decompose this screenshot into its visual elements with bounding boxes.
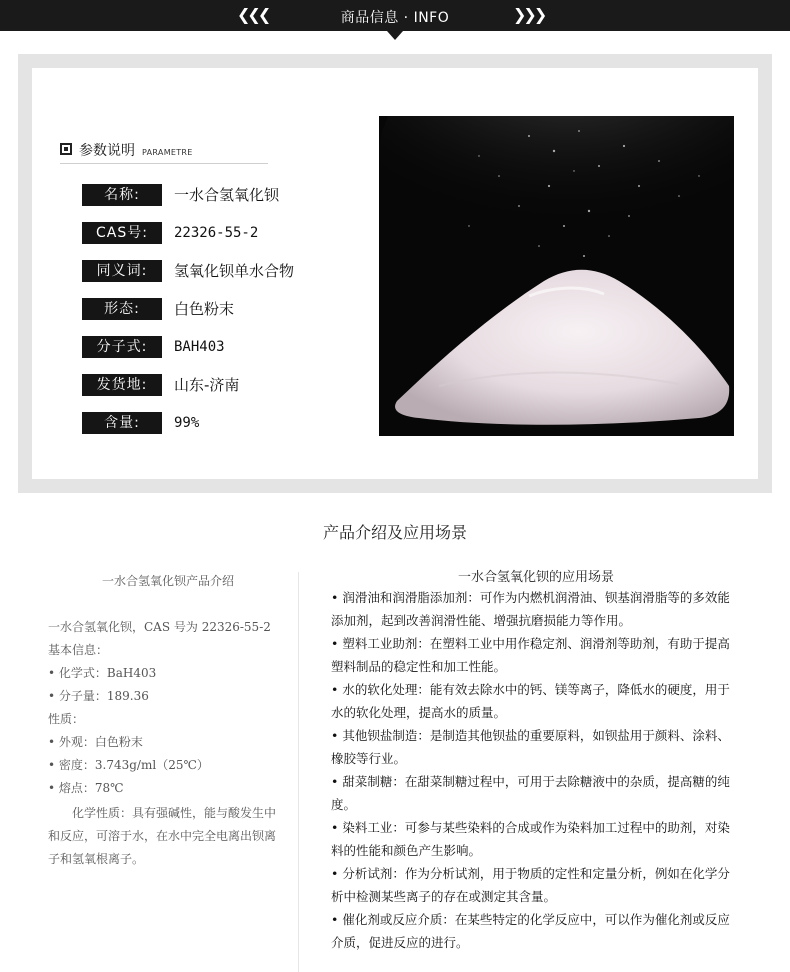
param-label: CAS号: xyxy=(82,222,162,244)
parameter-card xyxy=(32,68,758,479)
applications-title: 一水合氢氧化钡的应用场景 xyxy=(457,570,614,585)
column-divider xyxy=(298,572,299,972)
param-value: BAH403 xyxy=(174,339,225,355)
list-item: • 催化剂或反应介质：在某些特定的化学反应中，可以作为催化剂或反应介质，促进反应的进行。 xyxy=(331,912,730,950)
param-value: 氢氧化钡单水合物 xyxy=(174,262,295,280)
param-value: 白色粉末 xyxy=(174,300,235,318)
list-item: • 分析试剂：作为分析试剂，用于物质的定性和定量分析，例如在化学分析中检测某些离子的存在或测定其含量。 xyxy=(331,866,730,904)
intro-line: 一水合氢氧化钡，CAS 号为 22326-55-2 xyxy=(48,620,271,634)
list-item: • 其他钡盐制造：是制造其他钡盐的重要原料，如钡盐用于颜料、涂料、橡胶等行业。 xyxy=(331,728,730,766)
right-chevrons-icon: ❯❯❯ xyxy=(513,5,545,24)
intro-paragraph: 化学性质：具有强碱性，能与酸发生中和反应，可溶于水，在水中完全电离出钡离子和氢氧根离子。 xyxy=(48,806,277,866)
intro-line: • 分子量：189.36 xyxy=(48,689,149,703)
square-bullet-icon xyxy=(60,143,72,155)
intro-line: 基本信息： xyxy=(48,643,109,657)
product-photo xyxy=(379,116,734,436)
parameter-heading-cn: 参数说明 xyxy=(79,143,135,159)
param-label: 发货地: xyxy=(82,374,162,396)
intro-line: • 密度：3.743g/ml（25℃） xyxy=(48,758,209,772)
param-label: 含量: xyxy=(82,412,162,434)
left-chevrons-icon: ❮❮❮ xyxy=(237,5,269,24)
param-value: 22326-55-2 xyxy=(174,225,259,241)
param-label: 同义词: xyxy=(82,260,162,282)
param-label: 名称: xyxy=(82,184,162,206)
header-bar xyxy=(0,0,790,31)
intro-line: 性质： xyxy=(48,712,85,726)
param-value: 99% xyxy=(174,415,200,431)
param-value: 一水合氢氧化钡 xyxy=(174,186,280,204)
intro-line: • 熔点：78℃ xyxy=(48,781,124,795)
parameter-card-frame xyxy=(18,54,772,493)
intro-line: • 外观：白色粉末 xyxy=(48,735,143,749)
list-item: • 甜菜制糖：在甜菜制糖过程中，可用于去除糖液中的杂质，提高糖的纯度。 xyxy=(331,774,730,812)
list-item: • 润滑油和润滑脂添加剂：可作为内燃机润滑油、钡基润滑脂等的多效能添加剂，起到改善润滑性能、增强抗磨损能力等作用。 xyxy=(331,590,730,628)
header-notch xyxy=(387,31,403,40)
parameter-heading-en: PARAMETRE xyxy=(142,148,193,157)
list-item: • 染料工业：可参与某些染料的合成或作为染料加工过程中的助剂，对染料的性能和颜色产生影响。 xyxy=(331,820,730,858)
powder-pile-image xyxy=(379,116,734,436)
intro-title: 一水合氢氧化钡产品介绍 xyxy=(101,574,234,588)
section-title: 产品介绍及应用场景 xyxy=(322,523,467,542)
header-title: 商品信息 · INFO xyxy=(340,10,450,26)
intro-line: • 化学式：BaH403 xyxy=(48,666,157,680)
list-item: • 塑料工业助剂：在塑料工业中用作稳定剂、润滑剂等助剂，有助于提高塑料制品的稳定性和加工性能。 xyxy=(331,636,730,674)
list-item: • 水的软化处理：能有效去除水中的钙、镁等离子，降低水的硬度，用于水的软化处理，提高水的质量。 xyxy=(331,682,730,720)
param-value: 山东-济南 xyxy=(174,376,240,394)
param-label: 形态: xyxy=(82,298,162,320)
param-label: 分子式: xyxy=(82,336,162,358)
parameter-heading xyxy=(60,141,268,164)
applications-list xyxy=(331,586,741,954)
